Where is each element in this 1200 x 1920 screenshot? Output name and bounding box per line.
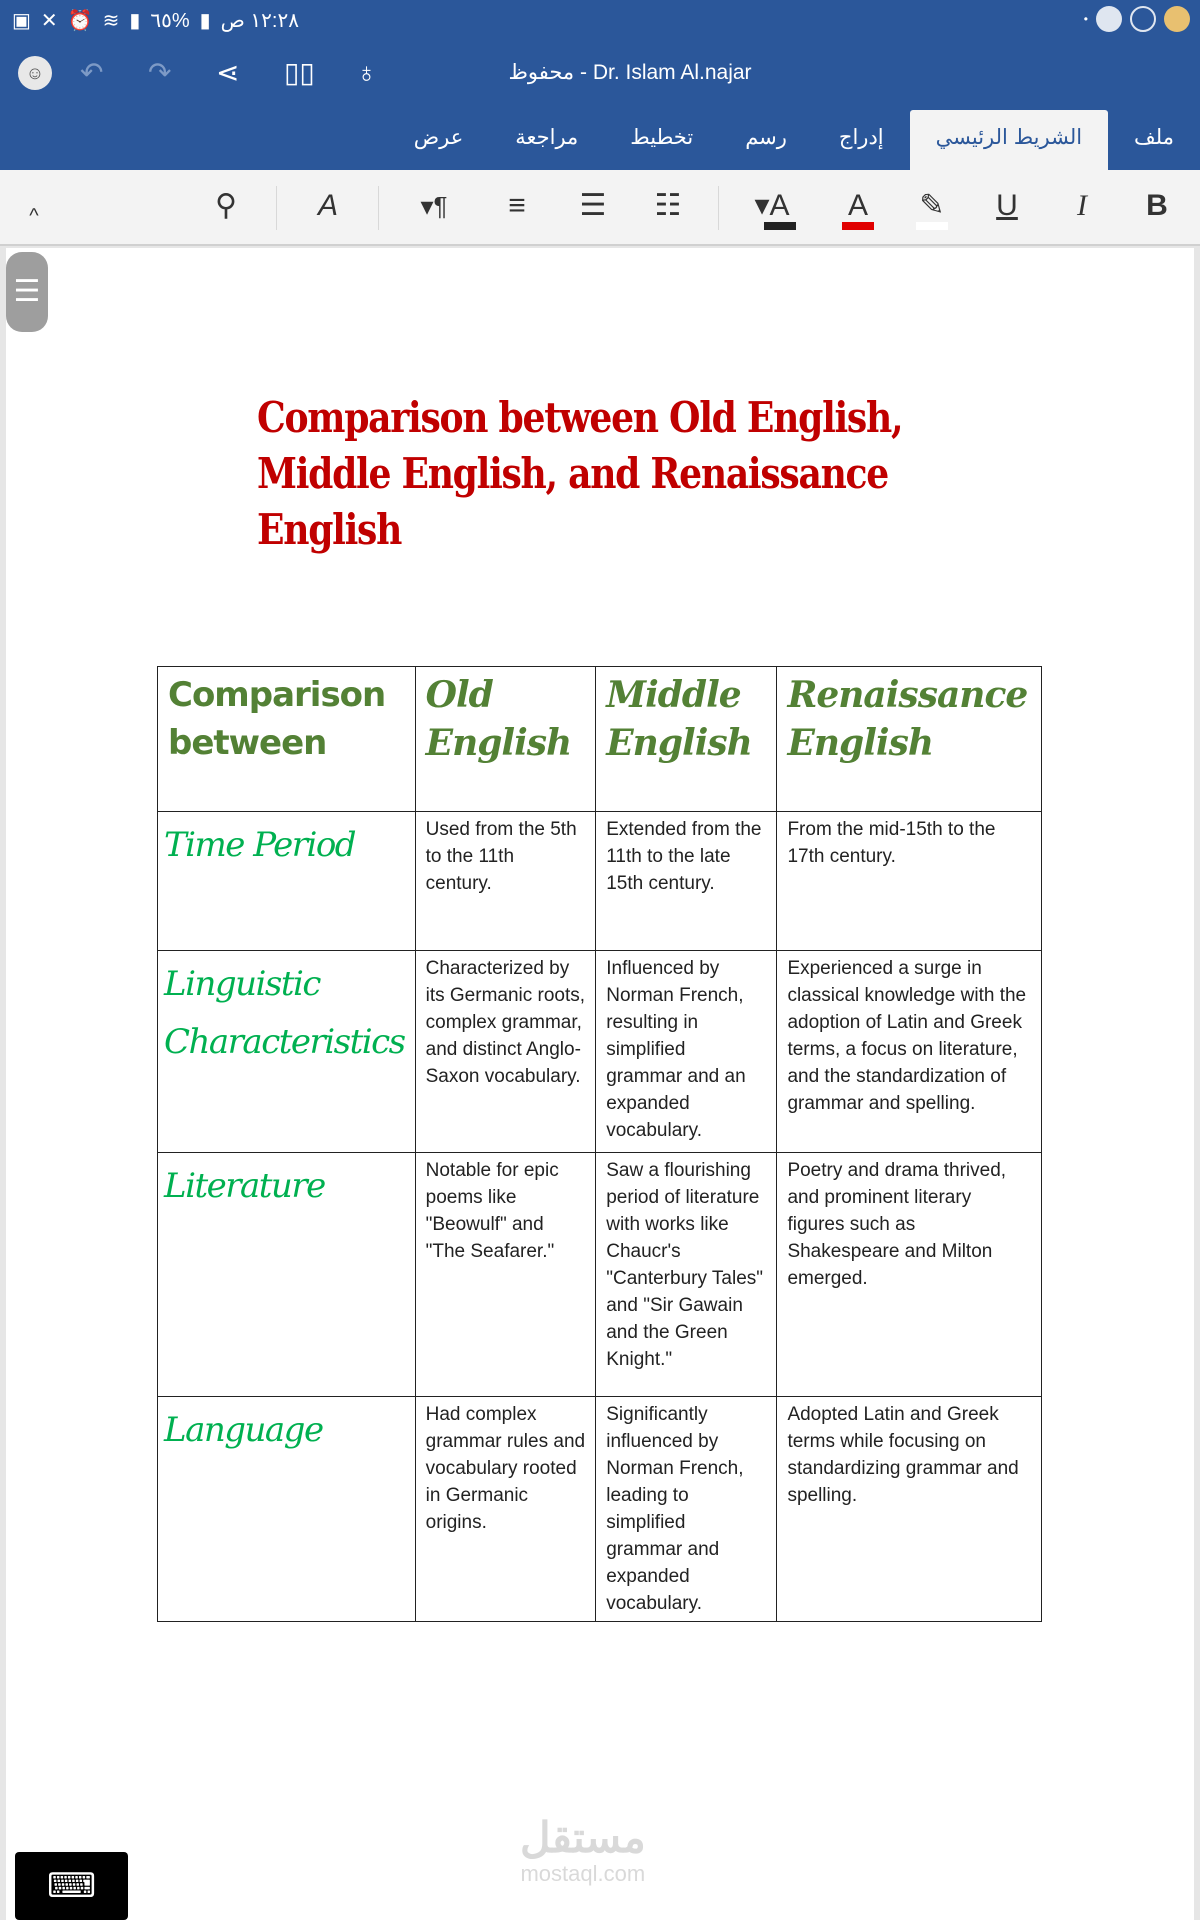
- row-label: Literature: [158, 1153, 416, 1397]
- table-cell: Notable for epic poems like "Beowulf" and "The Seafarer.": [415, 1153, 596, 1397]
- keyboard-toggle-button[interactable]: [15, 1852, 128, 1920]
- table-row: [158, 812, 1042, 951]
- redo-icon[interactable]: ↷: [148, 57, 172, 88]
- document-heading: Comparison between Old English, Middle English, and Renaissance English: [257, 393, 903, 554]
- table-row: [158, 951, 1042, 1153]
- paragraph-format-icon[interactable]: ▾¶: [420, 191, 448, 221]
- table-cell: Characterized by its Germanic roots, complex grammar, and distinct Anglo-Saxon vocabulary.: [415, 951, 596, 1153]
- divider: [378, 186, 379, 230]
- bullet-list-icon[interactable]: ☷: [654, 189, 682, 222]
- share-icon[interactable]: ⋖: [216, 57, 240, 88]
- tab-file[interactable]: ملف: [1134, 126, 1174, 149]
- find-icon[interactable]: ⚲: [215, 189, 237, 222]
- alarm-icon: ⏰: [67, 10, 93, 32]
- header-cell: Old English: [415, 667, 596, 812]
- tab-home[interactable]: الشريط الرئيسي: [910, 110, 1108, 170]
- align-left-icon[interactable]: ≡: [508, 189, 526, 222]
- keyboard-lock-icon: ⌨: [46, 1867, 97, 1905]
- document-title: Dr. Islam Al.najar - محفوظ: [508, 61, 752, 84]
- tab-review[interactable]: مراجعة: [515, 126, 579, 149]
- collapse-ribbon-icon[interactable]: ^: [29, 205, 39, 227]
- profile-notification-icon: [1164, 6, 1190, 32]
- lightbulb-icon[interactable]: ♁: [356, 57, 377, 88]
- dot-icon: •: [1083, 12, 1088, 26]
- table-row: [158, 1153, 1042, 1397]
- ribbon-tabs: [388, 110, 1200, 170]
- table-cell: Saw a flourishing period of literature with works like Chaucr's "Canterbury Tales" and "Sir Gawain and the Green Knight.": [596, 1153, 777, 1397]
- ribbon-toolbar: [0, 170, 1200, 246]
- watermark-arabic: مستقل: [520, 1814, 646, 1861]
- bold-icon[interactable]: B: [1146, 189, 1168, 222]
- watermark-latin: mostaql.com: [520, 1861, 646, 1886]
- tab-draw[interactable]: رسم: [745, 126, 787, 149]
- comparison-table: [157, 666, 1042, 1622]
- row-label: Time Period: [158, 812, 416, 951]
- table-cell: Experienced a surge in classical knowledge with the adoption of Latin and Greek terms, a focus on literature, and the standardization of grammar and spelling.: [777, 951, 1042, 1153]
- wifi-icon: ≋: [102, 10, 120, 32]
- table-cell: Poetry and drama thrived, and prominent literary figures such as Shakespeare and Milton emerged.: [777, 1153, 1042, 1397]
- table-cell: Extended from the 11th to the late 15th century.: [596, 812, 777, 951]
- header-cell: Renaissance English: [777, 667, 1042, 812]
- table-cell: From the mid-15th to the 17th century.: [777, 812, 1042, 951]
- table-cell: Used from the 5th to the 11th century.: [415, 812, 596, 951]
- account-avatar[interactable]: ☺: [18, 56, 52, 90]
- divider: [718, 186, 719, 230]
- table-cell: Adopted Latin and Greek terms while focusing on standardizing grammar and spelling.: [777, 1397, 1042, 1622]
- mute-icon: ✕: [40, 10, 58, 32]
- font-color-dropdown[interactable]: ▾A: [742, 188, 802, 224]
- clock: ١٢:٢٨ ص: [220, 10, 299, 32]
- row-label: Language: [158, 1397, 416, 1622]
- recycle-icon: ▣: [12, 10, 31, 32]
- row-label: Linguistic Characteristics: [158, 951, 416, 1153]
- tab-insert[interactable]: إدراج: [838, 126, 884, 149]
- highlight-icon[interactable]: ✎: [910, 188, 954, 224]
- divider: [276, 186, 277, 230]
- header-cell: Comparison between: [158, 667, 416, 812]
- table-cell: Significantly influenced by Norman French, leading to simplified grammar and expanded vocabulary.: [596, 1397, 777, 1622]
- table-cell: Influenced by Norman French, resulting in simplified grammar and an expanded vocabulary.: [596, 951, 777, 1153]
- tab-layout[interactable]: تخطيط: [630, 126, 694, 149]
- styles-icon[interactable]: A: [317, 189, 338, 222]
- reading-mode-icon[interactable]: ▯▯: [284, 57, 315, 88]
- tab-view[interactable]: عرض: [413, 126, 464, 149]
- scroll-handle[interactable]: ☰: [6, 252, 48, 332]
- battery-icon: ▮: [199, 10, 211, 32]
- signal-icon: ▮: [129, 10, 141, 32]
- table-cell: Had complex grammar rules and vocabulary rooted in Germanic origins.: [415, 1397, 596, 1622]
- whatsapp-icon: [1130, 6, 1156, 32]
- status-bar: [0, 0, 1200, 42]
- app-notification-icon: [1096, 6, 1122, 32]
- watermark: [520, 1815, 646, 1887]
- underline-icon[interactable]: U: [996, 189, 1018, 222]
- table-header-row: [158, 667, 1042, 812]
- font-color-icon[interactable]: A: [836, 188, 880, 224]
- table-row: [158, 1397, 1042, 1622]
- app-header: [0, 42, 1200, 170]
- header-cell: Middle English: [596, 667, 777, 812]
- italic-icon[interactable]: I: [1077, 189, 1087, 222]
- battery-level: %٦٥: [150, 10, 190, 32]
- undo-icon[interactable]: ↶: [80, 57, 104, 88]
- numbered-list-icon[interactable]: ☰: [579, 189, 607, 222]
